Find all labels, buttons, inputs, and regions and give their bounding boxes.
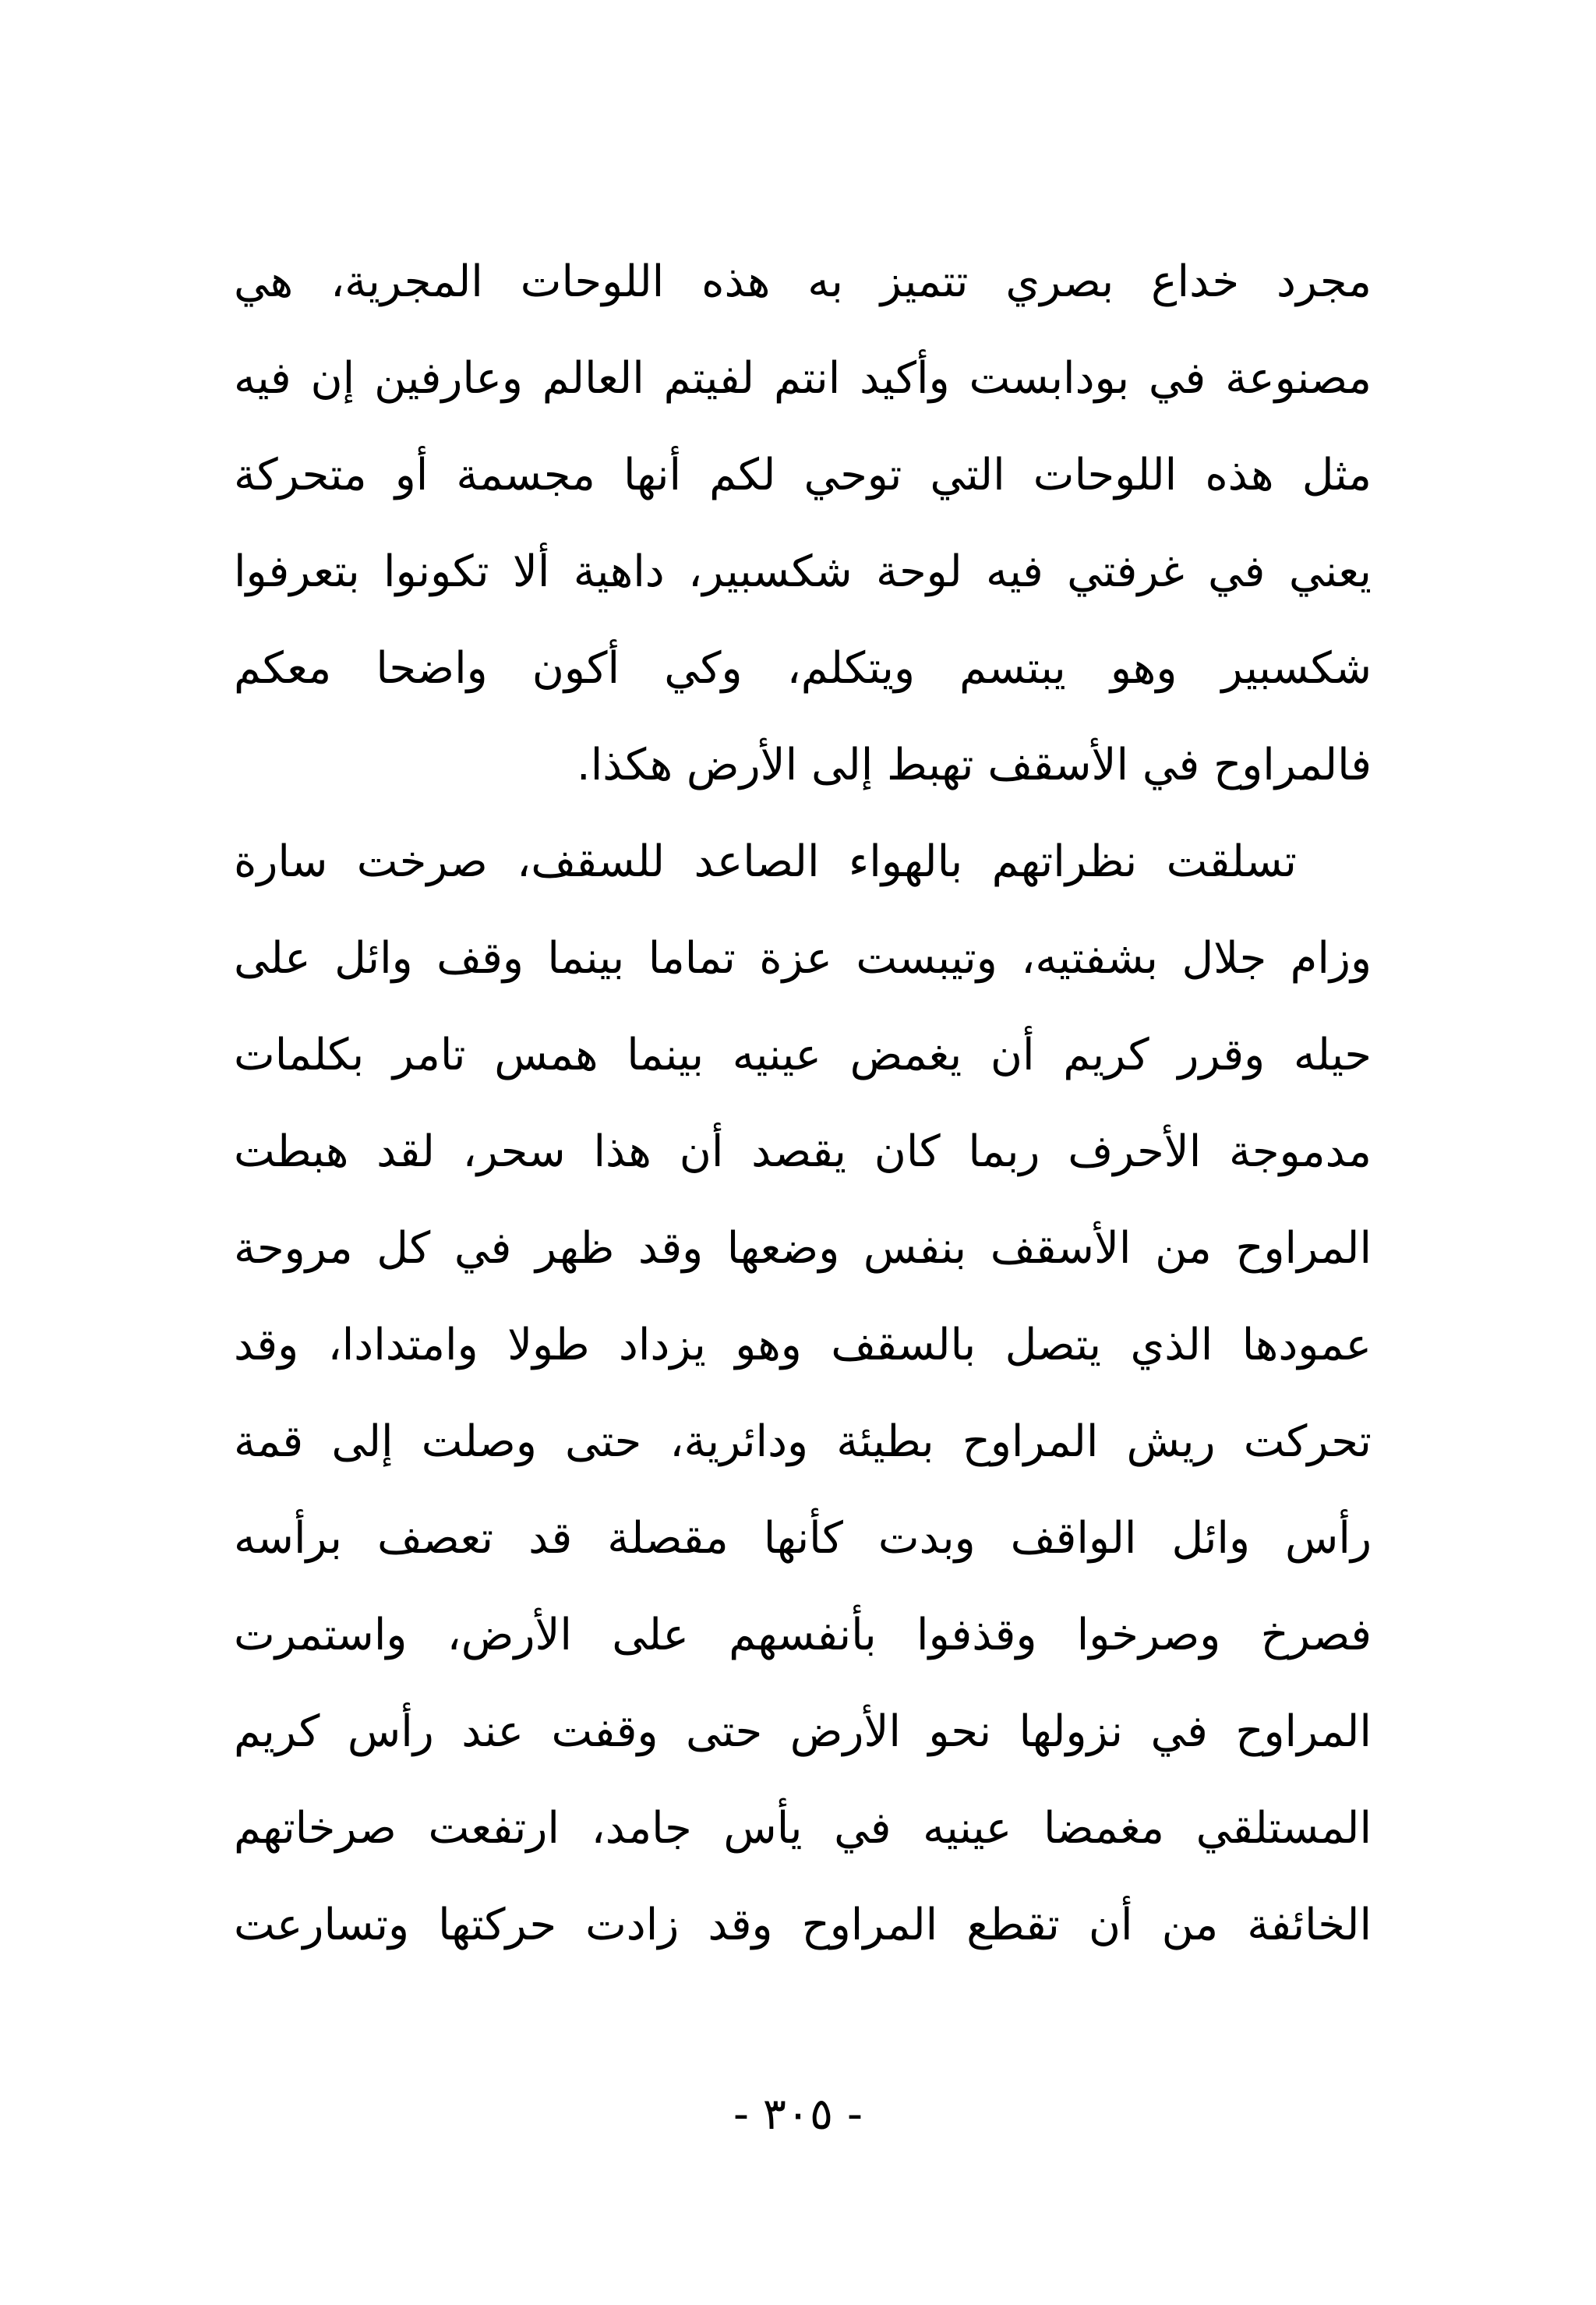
text-line: عمودها الذي يتصل بالسقف وهو يزداد طولا وامتدادا، وقد xyxy=(234,1320,1372,1370)
text-line: الخائفة من أن تقطع المراوح وقد زادت حركتها وتسارعت xyxy=(234,1900,1372,1950)
text-line: فصرخ وصرخوا وقذفوا بأنفسهم على الأرض، واستمرت xyxy=(234,1610,1372,1660)
text-line: مثل هذه اللوحات التي توحي لكم أنها مجسمة أو متحركة xyxy=(234,450,1372,500)
text-line: المراوح في نزولها نحو الأرض حتى وقفت عند رأس كريم xyxy=(234,1706,1372,1757)
page-number: - ٣٠٥ - xyxy=(733,2089,863,2140)
text-line: شكسبير وهو يبتسم ويتكلم، وكي أكون واضحا معكم xyxy=(234,643,1372,694)
text-line: مصنوعة في بودابست وأكيد انتم لفيتم العالم وعارفين إن فيه xyxy=(234,353,1372,404)
text-line: مجرد خداع بصري تتميز به هذه اللوحات المجرية، هي xyxy=(234,256,1372,307)
text-line: المستلقي مغمضا عينيه في يأس جامد، ارتفعت صرخاتهم xyxy=(234,1803,1372,1854)
text-line: يعني في غرفتي فيه لوحة شكسبير، داهية ألا تكونوا بتعرفوا xyxy=(234,546,1372,597)
text-line: وزام جلال بشفتيه، وتيبست عزة تماما بينما وقف وائل على xyxy=(234,933,1372,984)
text-line: فالمراوح في الأسقف تهبط إلى الأرض هكذا. xyxy=(576,740,1372,790)
text-line: تحركت ريش المراوح بطيئة ودائرية، حتى وصلت إلى قمة xyxy=(234,1416,1372,1467)
text-line: تسلقت نظراتهم بالهواء الصاعد للسقف، صرخت سارة xyxy=(234,836,1297,887)
text-line: المراوح من الأسقف بنفس وضعها وقد ظهر في كل مروحة xyxy=(234,1223,1372,1274)
text-line: حيله وقرر كريم أن يغمض عينيه بينما همس تامر بكلمات xyxy=(234,1030,1372,1080)
text-line: رأس وائل الواقف وبدت كأنها مقصلة قد تعصف برأسه xyxy=(234,1513,1372,1564)
text-line: مدموجة الأحرف ربما كان يقصد أن هذا سحر، لقد هبطت xyxy=(234,1126,1372,1177)
body-text xyxy=(234,234,1372,1974)
